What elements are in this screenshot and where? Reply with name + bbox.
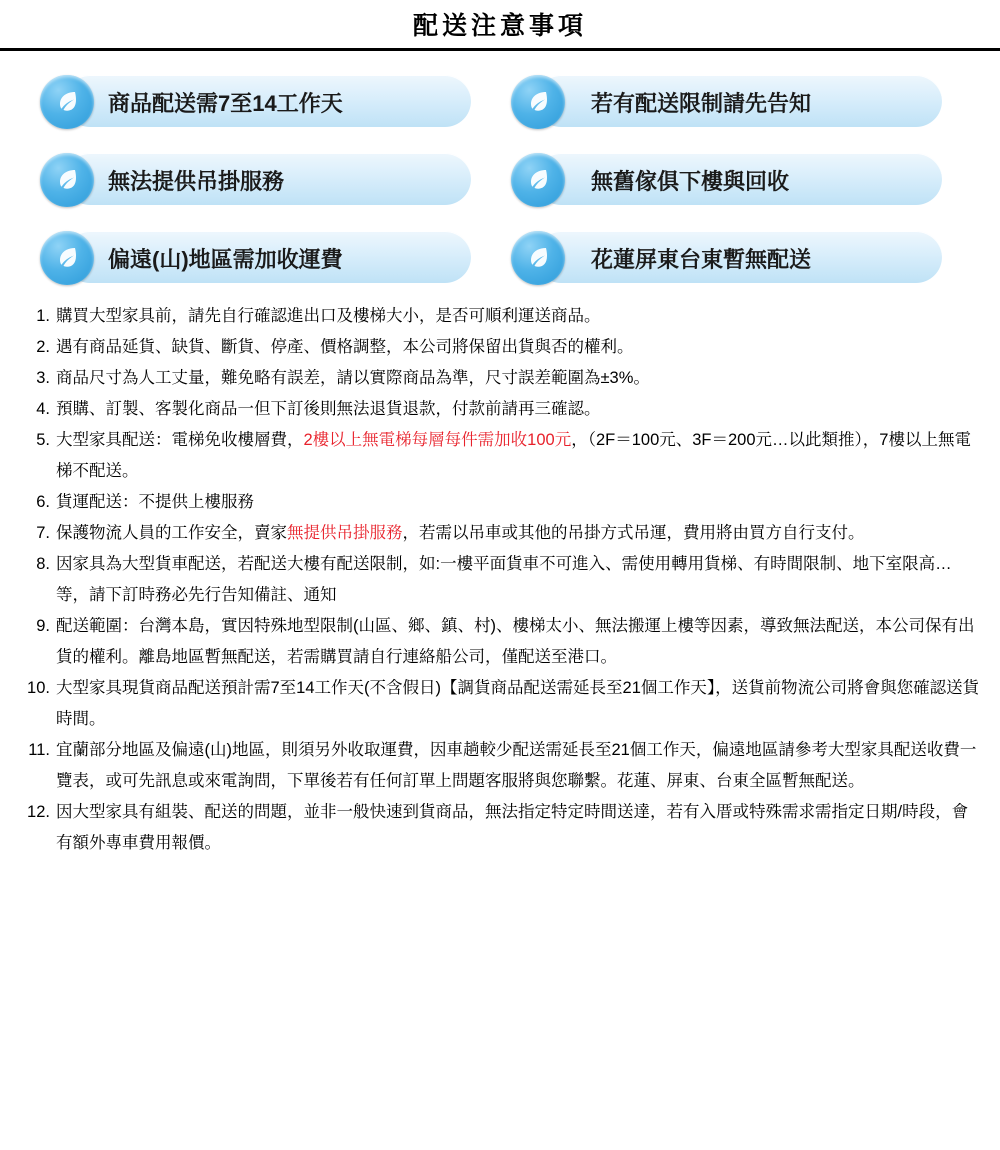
highlight-badge-grid [0,51,1000,291]
note-text: 遇有商品延貨、缺貨、斷貨、停產、價格調整，本公司將保留出貨與否的權利。 [56,338,634,356]
list-item [54,797,982,859]
leaf-check-icon [40,153,94,207]
list-item [54,363,982,394]
badge-item [40,229,489,287]
badge-label: 商品配送需7至14工作天 [108,90,343,116]
note-highlight: 2樓以上無電梯每層每件需加收100元 [303,431,572,449]
note-text: 保護物流人員的工作安全，賣家 [56,524,287,542]
badge-label: 花蓮屏東台東暫無配送 [591,246,812,272]
leaf-check-icon [511,153,565,207]
note-text: 貨運配送：不提供上樓服務 [56,493,254,511]
leaf-check-icon [511,75,565,129]
badge-item [511,73,960,131]
list-item [54,332,982,363]
leaf-check-icon [40,231,94,285]
badge-label: 偏遠(山)地區需加收運費 [108,246,343,272]
leaf-check-icon [511,231,565,285]
page-title-block [0,0,1000,51]
list-item [54,673,982,735]
badge-label: 無法提供吊掛服務 [108,168,285,194]
list-item [54,611,982,673]
list-item [54,487,982,518]
note-text: ，（2F＝100元、3F＝200元…以此類推），7樓以上無電梯不配送。 [56,431,971,480]
badge-item [40,73,489,131]
badge-label: 若有配送限制請先告知 [591,90,812,116]
note-text: 購買大型家具前，請先自行確認進出口及樓梯大小，是否可順利運送商品。 [56,307,601,325]
badge-item [40,151,489,209]
note-text: 配送範圍：台灣本島，實因特殊地型限制(山區、鄉、鎮、村)、樓梯太小、無法搬運上樓等因素，導致無法配送，本公司保有出貨的權利。離島地區暫無配送，若需購買請自行連絡船公司，僅配送至港口。 [56,617,975,666]
note-highlight: 無提供吊掛服務 [287,524,403,542]
badge-item [511,229,960,287]
list-item [54,549,982,611]
list-item [54,301,982,332]
leaf-check-icon [40,75,94,129]
note-text: 大型家具配送：電梯免收樓層費， [56,431,304,449]
list-item [54,518,982,549]
list-item [54,735,982,797]
badge-item [511,151,960,209]
list-item [54,425,982,487]
note-text: 商品尺寸為人工丈量，難免略有誤差，請以實際商品為準，尺寸誤差範圍為±3%。 [56,369,650,387]
note-text: ，若需以吊車或其他的吊掛方式吊運，費用將由買方自行支付。 [402,524,865,542]
notice-list [0,301,1000,859]
note-text: 預購、訂製、客製化商品一但下訂後則無法退貨退款，付款前請再三確認。 [56,400,601,418]
page-title: 配送注意事項 [412,12,587,40]
note-text: 大型家具現貨商品配送預計需7至14工作天(不含假日)【調貨商品配送需延長至21個工作天】，送貨前物流公司將會與您確認送貨時間。 [56,679,980,728]
list-item [54,394,982,425]
note-text: 因大型家具有組裝、配送的問題，並非一般快速到貨商品，無法指定特定時間送達，若有入厝或特殊需求需指定日期/時段，會有額外專車費用報價。 [56,803,969,852]
badge-label: 無舊傢俱下樓與回收 [591,168,790,194]
note-text: 因家具為大型貨車配送，若配送大樓有配送限制，如:一樓平面貨車不可進入、需使用轉用貨梯、有時間限制、地下室限高…等，請下訂時務必先行告知備註、通知 [56,555,952,604]
note-text: 宜蘭部分地區及偏遠(山)地區，則須另外收取運費，因車趟較少配送需延長至21個工作天，偏遠地區請參考大型家具配送收費一覽表，或可先訊息或來電詢問，下單後若有任何訂單上問題客服將與您聯繫。花蓮、屏東、台東全區暫無配送。 [56,741,977,790]
